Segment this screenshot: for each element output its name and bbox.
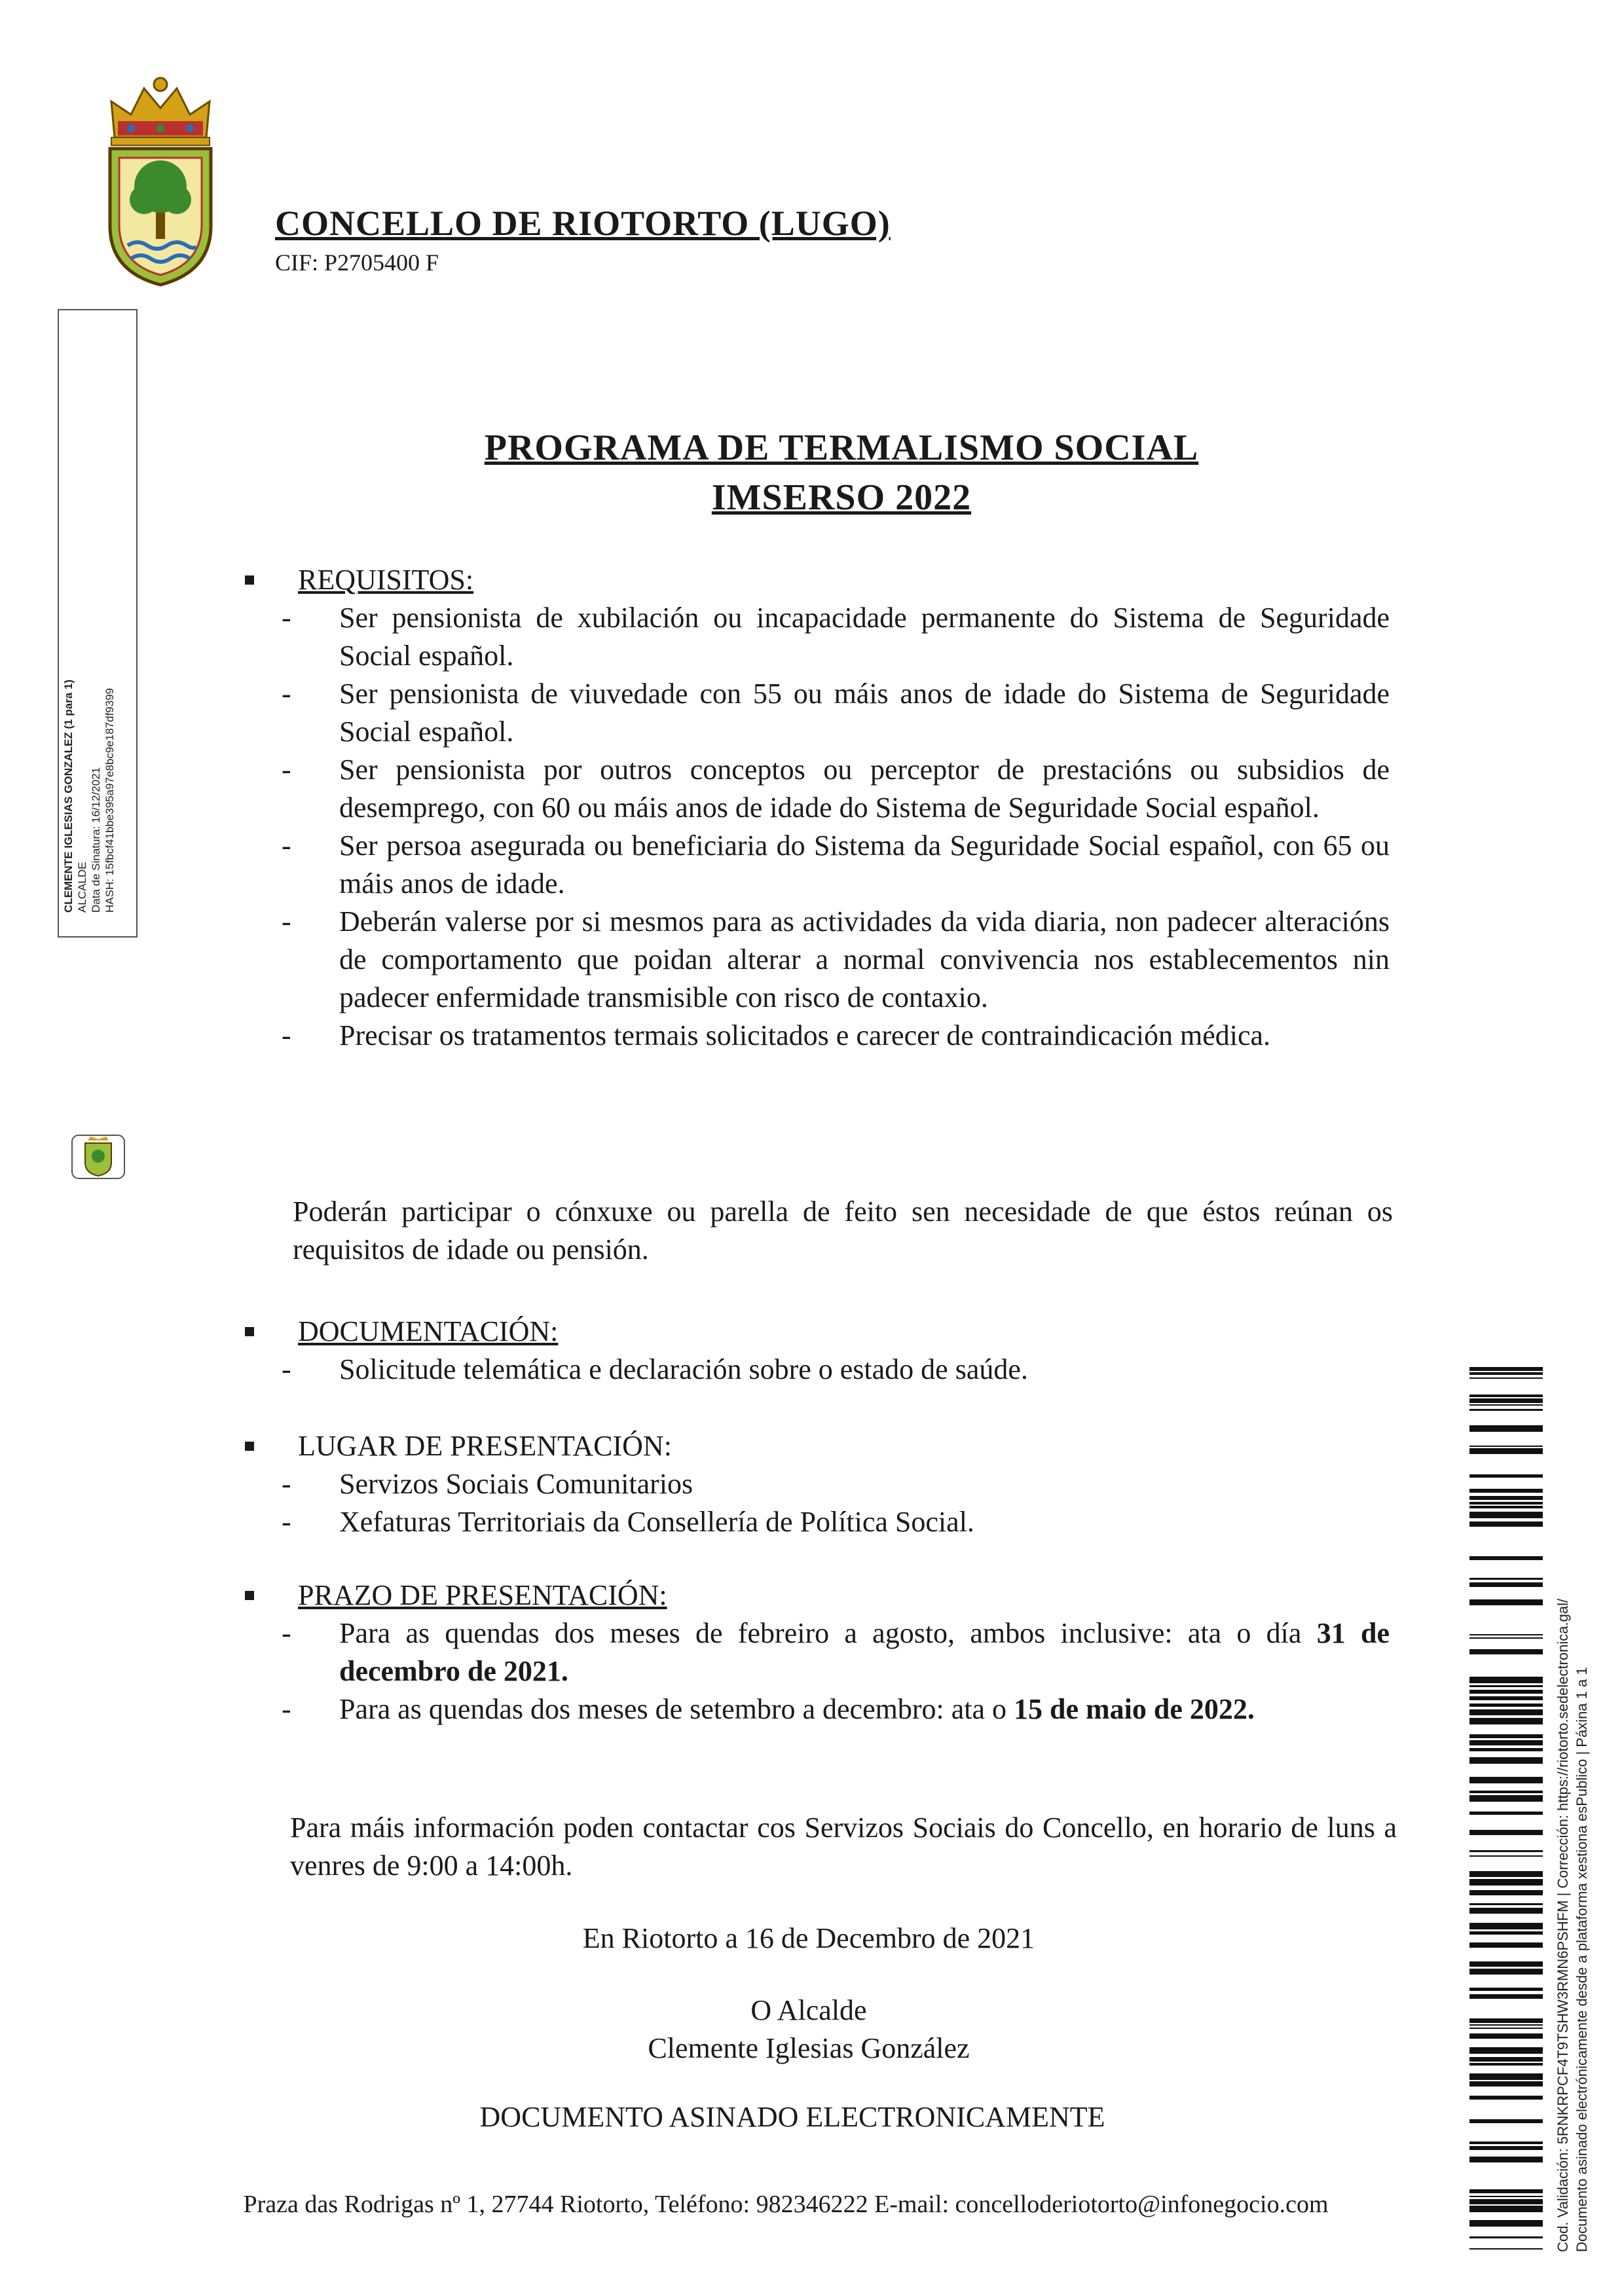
barcode-bar xyxy=(1469,1791,1543,1793)
barcode-bar xyxy=(1469,1812,1543,1815)
barcode-bar xyxy=(1469,1394,1543,1397)
barcode-bar xyxy=(1469,1923,1543,1929)
barcode-bar xyxy=(1469,1908,1543,1914)
verification-line: Cod. Validación: 5RNKRPCF4T9TSHW3RMN6PSHFM | Corrección: https://riotorto.sedelectronica.gal/ xyxy=(1555,1598,1571,2252)
bullet-icon xyxy=(245,575,254,585)
signer-role: ALCALDE xyxy=(76,862,88,913)
verification-text xyxy=(1553,1349,1612,2252)
bullet-icon xyxy=(245,1442,254,1451)
barcode-bar xyxy=(1469,1748,1543,1751)
barcode-bar xyxy=(1469,1690,1543,1694)
requisitos-list xyxy=(282,599,1390,1055)
signer-line: CLEMENTE IGLESIAS GONZALEZ (1 para 1) xyxy=(62,679,75,913)
info-paragraph: Para máis información poden contactar cos Servizos Sociais do Concello, en horario de luns a venres de 9:00 a 14:00h. xyxy=(290,1812,1397,1882)
barcode-bar xyxy=(1469,1448,1543,1454)
barcode-bar xyxy=(1469,1634,1543,1635)
barcode-bar xyxy=(1469,1425,1543,1432)
barcode-bar xyxy=(1469,1879,1543,1886)
barcode-bar xyxy=(1469,1599,1543,1605)
barcode-bar xyxy=(1469,1890,1543,1895)
barcode-bar xyxy=(1469,1398,1543,1403)
barcode-bar xyxy=(1469,1718,1543,1724)
barcode-bar xyxy=(1469,2096,1543,2100)
barcode-bar xyxy=(1469,1709,1543,1715)
signature-hash: HASH: 15fbcf41bbe395a97e8bc9e187df9399 xyxy=(103,687,116,913)
barcode-bar xyxy=(1469,1795,1543,1802)
signed-note: DOCUMENTO ASINADO ELECTRONICAMENTE xyxy=(479,2101,1105,2133)
barcode-bar xyxy=(1469,1556,1543,1560)
barcode-bar xyxy=(1469,2236,1543,2238)
program-subtitle: IMSERSO 2022 xyxy=(711,477,972,518)
footer-address: Praza das Rodrigas nº 1, 27744 Riotorto, Teléfono: 982346222 E-mail: concelloderiotorto@infonegocio.com xyxy=(243,2191,1329,2218)
barcode-bar xyxy=(1469,2248,1543,2250)
barcode-bar xyxy=(1469,2199,1543,2204)
barcode-bar xyxy=(1469,1961,1543,1967)
list-item: - Para as quendas dos meses de febreiro a agosto, ambos inclusive: ata o día 31 de decembro de 2021. xyxy=(282,1617,1390,1687)
barcode-bar xyxy=(1469,2073,1543,2080)
barcode-bar xyxy=(1469,1757,1543,1764)
list-item: - Ser pensionista de viuvedade con 55 ou máis anos de idade do Sistema de Seguridade Social español. xyxy=(282,678,1390,748)
barcode-bar xyxy=(1469,1502,1543,1504)
barcode-bar xyxy=(1469,2047,1543,2054)
barcode-bar xyxy=(1469,1994,1543,1999)
barcode-bar xyxy=(1469,1734,1543,1738)
barcode-bar xyxy=(1469,2220,1543,2227)
barcode-bar xyxy=(1469,1582,1543,1587)
barcode-bar xyxy=(1469,2189,1543,2193)
list-item: - Servizos Sociais Comunitarios xyxy=(282,1468,693,1500)
barcode-bar xyxy=(1469,1903,1543,1905)
barcode-bar xyxy=(1469,1512,1543,1518)
barcode-bar xyxy=(1469,1404,1543,1406)
barcode-bar xyxy=(1469,1855,1543,1857)
barcode-bar xyxy=(1469,2018,1543,2023)
program-title: PROGRAMA DE TERMALISMO SOCIAL xyxy=(484,428,1199,468)
barcode-bar xyxy=(1469,2081,1543,2086)
signature-text xyxy=(62,317,139,919)
barcode-bar xyxy=(1469,1474,1543,1478)
signer-role-text: O Alcalde xyxy=(750,1994,867,2026)
barcode-bar xyxy=(1469,2206,1543,2212)
documentacion-list xyxy=(282,1351,1390,1389)
list-item: - Deberán valerse por si mesmos para as actividades da vida diaria, non padecer alteracións de comportamento que poidan alterar a normal convivencia nos establecementos nin padecer enfermidade transmisible con risco de contaxio. xyxy=(282,905,1390,1013)
barcode-bar xyxy=(1469,2196,1543,2197)
barcode-bar xyxy=(1469,1506,1543,1508)
list-item: - Ser persoa asegurada ou beneficiaria do Sistema da Seguridade Social español, con 65 ou máis anos de idade. xyxy=(282,829,1390,900)
documentacion-heading: DOCUMENTACIÓN: xyxy=(298,1315,559,1347)
barcode-bar xyxy=(1469,1777,1543,1783)
barcode-bar xyxy=(1469,1578,1543,1580)
signer-name: Clemente Iglesias González xyxy=(648,2032,970,2064)
bullet-icon xyxy=(245,1591,254,1600)
verification-line: Documento asinado electrónicamente desde a plataforma xestiona esPublico | Páxina 1 a 1 xyxy=(1574,1667,1590,2252)
barcode-bar xyxy=(1469,1649,1543,1654)
prazo-list xyxy=(282,1614,1390,1728)
barcode-bar xyxy=(1469,1988,1543,1991)
barcode-bar xyxy=(1469,2141,1543,2144)
barcode-bar xyxy=(1469,1740,1543,1745)
barcode-bar xyxy=(1469,2146,1543,2150)
barcode-image xyxy=(1469,1367,1543,2251)
lugar-heading: LUGAR DE PRESENTACIÓN: xyxy=(298,1430,672,1462)
barcode-bar xyxy=(1469,2033,1543,2039)
barcode-bar xyxy=(1469,1677,1543,1683)
barcode-bar xyxy=(1469,2119,1543,2123)
barcode-bar xyxy=(1469,1969,1543,1975)
barcode-bar xyxy=(1469,1489,1543,1493)
barcode-bar xyxy=(1469,2157,1543,2162)
barcode-bar xyxy=(1469,1850,1543,1852)
list-item: - Para as quendas dos meses de setembro a decembro: ata o 15 de maio de 2022. xyxy=(282,1693,1255,1725)
lugar-list xyxy=(282,1465,1390,1541)
barcode-bar xyxy=(1469,1871,1543,1877)
barcode-bar xyxy=(1469,1372,1543,1375)
municipality-title: CONCELLO DE RIOTORTO (LUGO) xyxy=(275,204,891,243)
barcode-bar xyxy=(1469,2063,1543,2066)
list-item: - Ser pensionista de xubilación ou incapacidade permanente do Sistema de Seguridade Social español. xyxy=(282,602,1390,672)
barcode-bar xyxy=(1469,1367,1543,1371)
barcode-bar xyxy=(1469,2057,1543,2062)
coat-of-arms-logo xyxy=(92,75,229,291)
signature-date: Data de Sinatura: 16/12/2021 xyxy=(90,767,102,913)
cif-number: CIF: P2705400 F xyxy=(275,249,439,276)
bullet-icon xyxy=(245,1327,254,1336)
barcode-bar xyxy=(1469,1377,1543,1379)
barcode-bar xyxy=(1469,1696,1543,1700)
barcode-bar xyxy=(1469,1409,1543,1411)
barcode-bar xyxy=(1469,1704,1543,1707)
requisitos-heading: REQUISITOS: xyxy=(298,564,474,596)
barcode-bar xyxy=(1469,1685,1543,1687)
barcode-bar xyxy=(1469,1496,1543,1500)
barcode-bar xyxy=(1469,1830,1543,1835)
small-coat-of-arms-icon xyxy=(71,1134,126,1180)
list-item: - Ser pensionista por outros conceptos ou perceptor de prestacións ou subsidios de desemprego, con 60 ou máis anos de idade do Sistema de Seguridade Social español. xyxy=(282,754,1390,824)
barcode-bar xyxy=(1469,1942,1543,1948)
barcode-bar xyxy=(1469,2024,1543,2026)
requisitos-note: Poderán participar o cónxuxe ou parella de feito sen necesidade de que éstos reúnan os requisitos de idade ou pensión. xyxy=(293,1195,1393,1266)
barcode-bar xyxy=(1469,1522,1543,1527)
signature-stamp xyxy=(58,309,138,938)
list-item: - Solicitude telemática e declaración sobre o estado de saúde. xyxy=(282,1353,1028,1385)
list-item: - Precisar os tratamentos termais solicitados e carecer de contraindicación médica. xyxy=(282,1019,1271,1051)
date-line: En Riotorto a 16 de Decembro de 2021 xyxy=(582,1922,1035,1954)
barcode-bar xyxy=(1469,1446,1543,1447)
barcode-bar xyxy=(1469,1931,1543,1935)
prazo-heading: PRAZO DE PRESENTACIÓN: xyxy=(298,1579,667,1611)
barcode-bar xyxy=(1469,2028,1543,2029)
list-item: - Xefaturas Territoriais da Consellería de Política Social. xyxy=(282,1506,974,1538)
barcode-bar xyxy=(1469,1637,1543,1639)
